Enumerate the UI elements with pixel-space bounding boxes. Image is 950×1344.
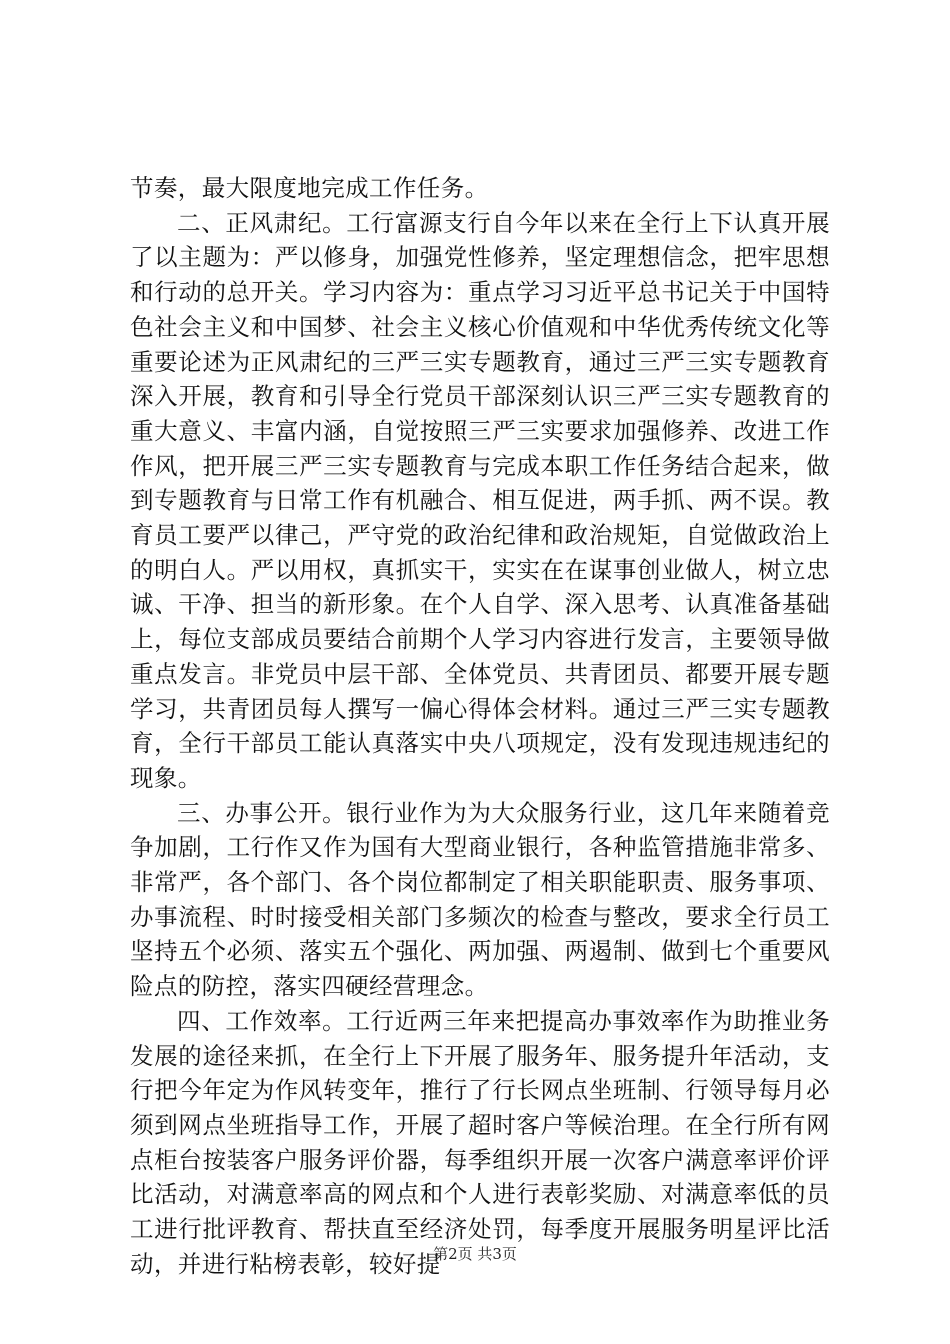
page-footer — [0, 1243, 950, 1264]
document-body — [130, 171, 830, 1282]
paragraph-continuation: 节奏，最大限度地完成工作任务。 — [130, 174, 489, 202]
paragraph-efficiency: 四、工作效率。工行近两三年来把提高办事效率作为助推业务发展的途径来抓，在全行上下开展了服务年、服务提升年活动，支行把今年定为作风转变年，推行了行长网点坐班制、行领导每月必须到网点坐班指导工作，开展了超时客户等候治理。在全行所有网点柜台按装客户服务评价器，每季组织开展一次客户满意率评价评比活动，对满意率高的网点和个人进行表彰奖励、对满意率低的员工进行批评教育、帮扶直至经济处罚，每季度开展服务明星评比活动，并进行粘榜表彰，较好提 — [130, 1006, 830, 1278]
paragraph-transparency: 三、办事公开。银行业作为为大众服务行业，这几年来随着竞争加剧，工行作又作为国有大型商业银行，各种监管措施非常多、非常严，各个部门、各个岗位都制定了相关职能职责、服务事项、办事流程、时时接受相关部门多频次的检查与整改，要求全行员工坚持五个必须、落实五个强化、两加强、两遏制、做到七个重要风险点的防控，落实四硬经营理念。 — [130, 798, 830, 1001]
paragraph-discipline: 二、正风肃纪。工行富源支行自今年以来在全行上下认真开展了以主题为：严以修身，加强党性修养，坚定理想信念，把牢思想和行动的总开关。学习内容为：重点学习习近平总书记关于中国特色社会主义和中国梦、社会主义核心价值观和中华优秀传统文化等重要论述为正风肃纪的三严三实专题教育，通过三严三实专题教育深入开展，教育和引导全行党员干部深刻认识三严三实专题教育的重大意义、丰富内涵，自觉按照三严三实要求加强修养、改进工作作风，把开展三严三实专题教育与完成本职工作任务结合起来，做到专题教育与日常工作有机融合、相互促进，两手抓、两不误。教育员工要严以律己，严守党的政治纪律和政治规矩，自觉做政治上的明白人。严以用权，真抓实干，实实在在谋事创业做人，树立忠诚、干净、担当的新形象。在个人自学、深入思考、认真准备基础上，每位支部成员要结合前期个人学习内容进行发言，主要领导做重点发言。非党员中层干部、全体党员、共青团员、都要开展专题学习，共青团员每人撰写一偏心得体会材料。通过三严三实专题教育，全行干部员工能认真落实中央八项规定，没有发现违规违纪的现象。 — [130, 208, 830, 792]
page-number-label: 第2页 共3页 — [433, 1245, 517, 1263]
